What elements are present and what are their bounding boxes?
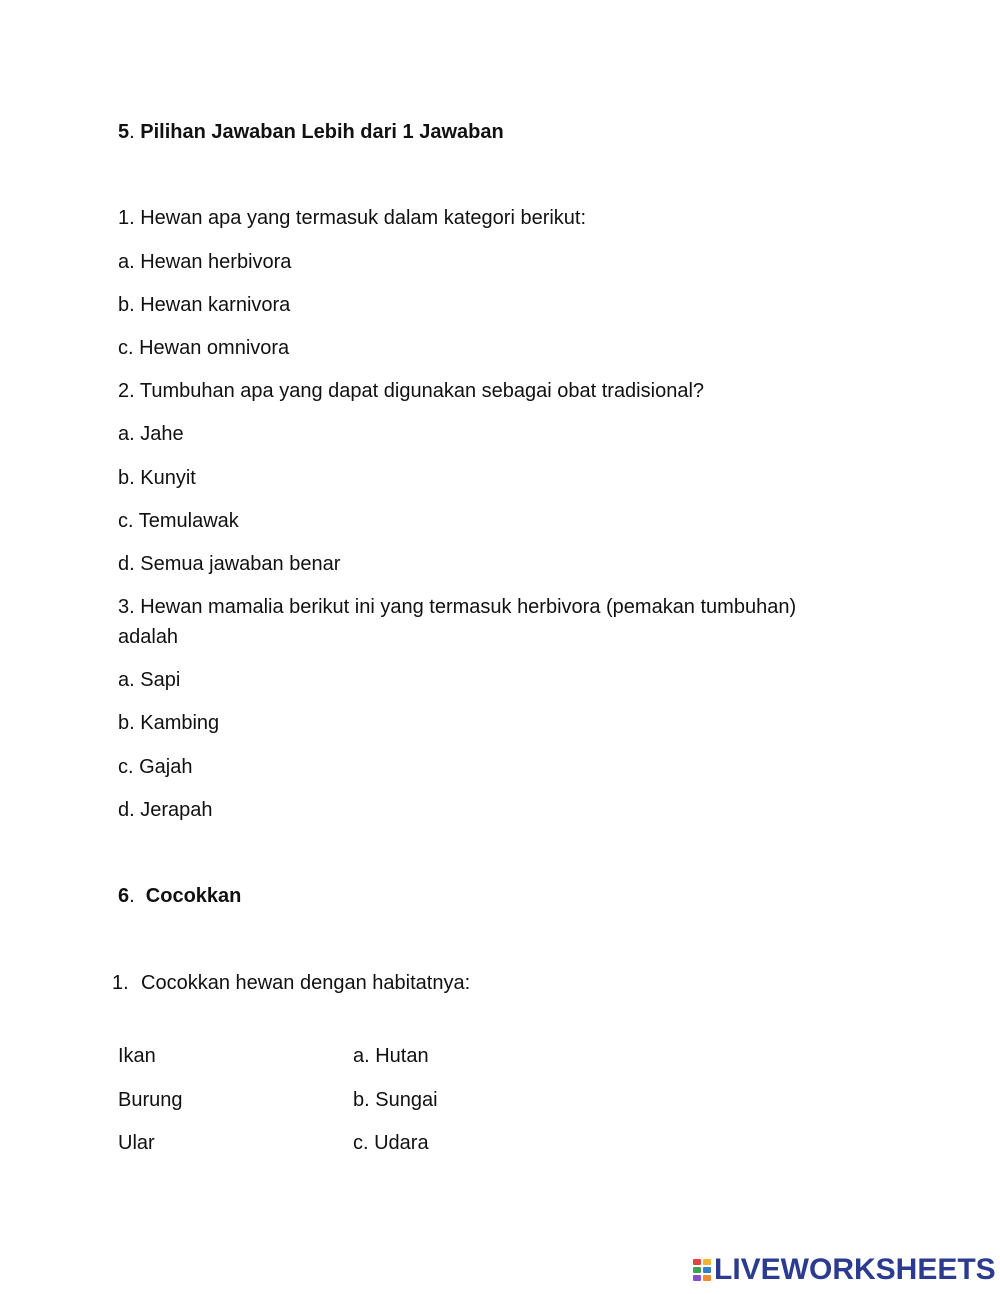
question-3-option-c[interactable]: c. Gajah: [118, 756, 193, 778]
match-right-item-3[interactable]: c. Udara: [353, 1132, 429, 1154]
section-5-heading: 5. Pilihan Jawaban Lebih dari 1 Jawaban: [118, 121, 504, 143]
matching-instruction-number: 1.: [112, 972, 129, 994]
question-1-option-b[interactable]: b. Hewan karnivora: [118, 294, 291, 316]
match-left-item-2[interactable]: Burung: [118, 1089, 183, 1111]
question-3-option-d[interactable]: d. Jerapah: [118, 799, 213, 821]
section-5-title: Pilihan Jawaban Lebih dari 1 Jawaban: [140, 121, 504, 143]
question-2: 2. Tumbuhan apa yang dapat digunakan sebagai obat tradisional?: [118, 380, 705, 402]
question-2-option-d[interactable]: d. Semua jawaban benar: [118, 553, 341, 575]
match-right-item-2[interactable]: b. Sungai: [353, 1089, 438, 1111]
liveworksheets-brand: LIVEWORKSHEETS: [714, 1253, 996, 1286]
section-6-title: Cocokkan: [145, 885, 242, 907]
match-left-item-1[interactable]: Ikan: [118, 1045, 156, 1067]
match-left-item-3[interactable]: Ular: [118, 1132, 155, 1154]
question-1-option-c[interactable]: c. Hewan omnivora: [118, 337, 290, 359]
matching-instruction: Cocokkan hewan dengan habitatnya:: [141, 972, 471, 994]
question-1-option-a[interactable]: a. Hewan herbivora: [118, 251, 292, 273]
question-3-option-a[interactable]: a. Sapi: [118, 669, 181, 691]
section-6-heading: 6. Cocokkan: [118, 885, 242, 907]
liveworksheets-logo: [692, 1254, 996, 1286]
question-2-option-b[interactable]: b. Kunyit: [118, 467, 196, 489]
section-5-number: 5: [118, 121, 130, 143]
question-3: 3. Hewan mamalia berikut ini yang termasuk herbivora (pemakan tumbuhan) adalah: [118, 596, 797, 648]
question-2-option-a[interactable]: a. Jahe: [118, 423, 184, 445]
liveworksheets-logo-icon: [692, 1258, 712, 1282]
question-2-option-c[interactable]: c. Temulawak: [118, 510, 239, 532]
question-1: 1. Hewan apa yang termasuk dalam kategori berikut:: [118, 207, 587, 229]
match-right-item-1[interactable]: a. Hutan: [353, 1045, 429, 1067]
question-3-option-b[interactable]: b. Kambing: [118, 712, 220, 734]
section-6-number: 6: [118, 885, 130, 907]
